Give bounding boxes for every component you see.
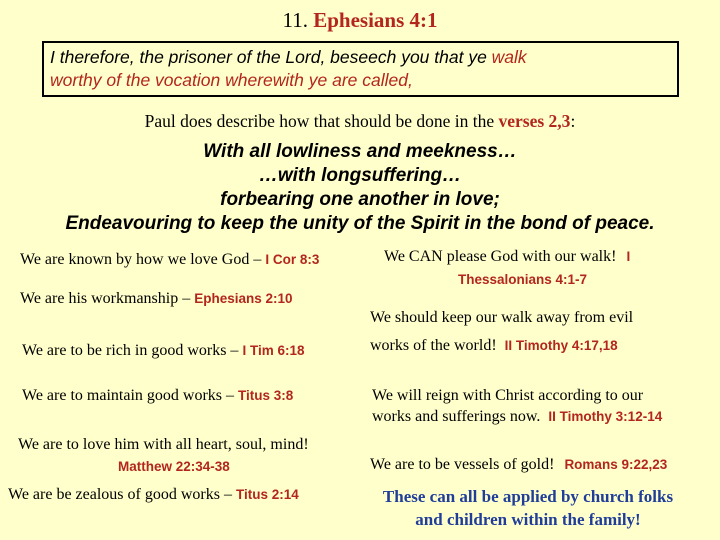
right-item-evil-line-1: We should keep our walk away from evil — [370, 309, 634, 326]
left-item-text: We are to maintain good works – — [22, 387, 238, 404]
right-item-ref: II Timothy 3:12-14 — [548, 409, 663, 424]
left-item-known — [20, 251, 319, 269]
left-item-text: We are known by how we love God – — [20, 251, 266, 268]
verse-line-1 — [50, 46, 671, 69]
intro-colon: : — [570, 111, 576, 131]
right-item-text: We are to be vessels of gold! — [370, 456, 555, 473]
left-item-ref: I Tim 6:18 — [242, 343, 305, 358]
left-item-maintain — [22, 387, 293, 405]
right-item-text: We CAN please God with our walk! — [384, 248, 617, 265]
left-item-love: We are to love him with all heart, soul, mind! — [18, 436, 309, 453]
intro-text: Paul does describe how that should be done in the — [144, 111, 499, 131]
title-reference: Ephesians 4:1 — [313, 8, 438, 32]
left-item-ref: Ephesians 2:10 — [194, 291, 293, 306]
verse-highlight: walk — [491, 47, 527, 67]
quality-2: …with longsuffering… — [258, 165, 462, 186]
right-item-text: works and sufferings now. — [372, 408, 541, 425]
right-item-please — [384, 248, 630, 266]
verse-text: I therefore, the prisoner of the Lord, beseech you that ye — [50, 47, 492, 67]
right-item-vessels — [370, 456, 667, 474]
right-item-reign-line-1: We will reign with Christ according to our — [372, 387, 644, 404]
right-item-reign-line-2 — [372, 408, 662, 426]
right-item-ref: Romans 9:22,23 — [564, 457, 668, 472]
right-item-ref: II Timothy 4:17,18 — [504, 338, 618, 353]
intro-line — [0, 111, 720, 132]
left-item-text: We are to be rich in good works – — [22, 342, 243, 359]
left-item-ref: Titus 2:14 — [235, 487, 299, 502]
left-item-text: We are his workmanship – — [20, 290, 195, 307]
right-item-ref: I — [626, 249, 631, 264]
quality-1: With all lowliness and meekness… — [203, 141, 517, 162]
verse-line-2: worthy of the vocation wherewith ye are called, — [50, 70, 413, 90]
closing-line-1: These can all be applied by church folks — [382, 487, 674, 506]
quality-3: forbearing one another in love; — [220, 189, 500, 210]
right-item-please-ref: Thessalonians 4:1-7 — [458, 272, 588, 287]
left-item-workmanship — [20, 290, 293, 308]
intro-reference: verses 2,3 — [498, 111, 571, 131]
closing-line-2: and children within the family! — [415, 510, 641, 529]
right-item-text: works of the world! — [370, 337, 497, 354]
left-item-ref: Titus 3:8 — [238, 388, 294, 403]
left-item-zealous — [8, 486, 299, 504]
quality-4: Endeavouring to keep the unity of the Spirit in the bond of peace. — [65, 213, 655, 234]
left-item-rich — [22, 342, 304, 360]
right-item-evil-line-2 — [370, 337, 618, 355]
slide-title — [0, 8, 720, 33]
slide-number: 11. — [282, 8, 308, 32]
verse-box — [42, 41, 679, 97]
left-item-ref: I Cor 8:3 — [265, 252, 320, 267]
left-item-love-ref: Matthew 22:34-38 — [118, 459, 230, 474]
left-item-text: We are be zealous of good works – — [8, 486, 236, 503]
